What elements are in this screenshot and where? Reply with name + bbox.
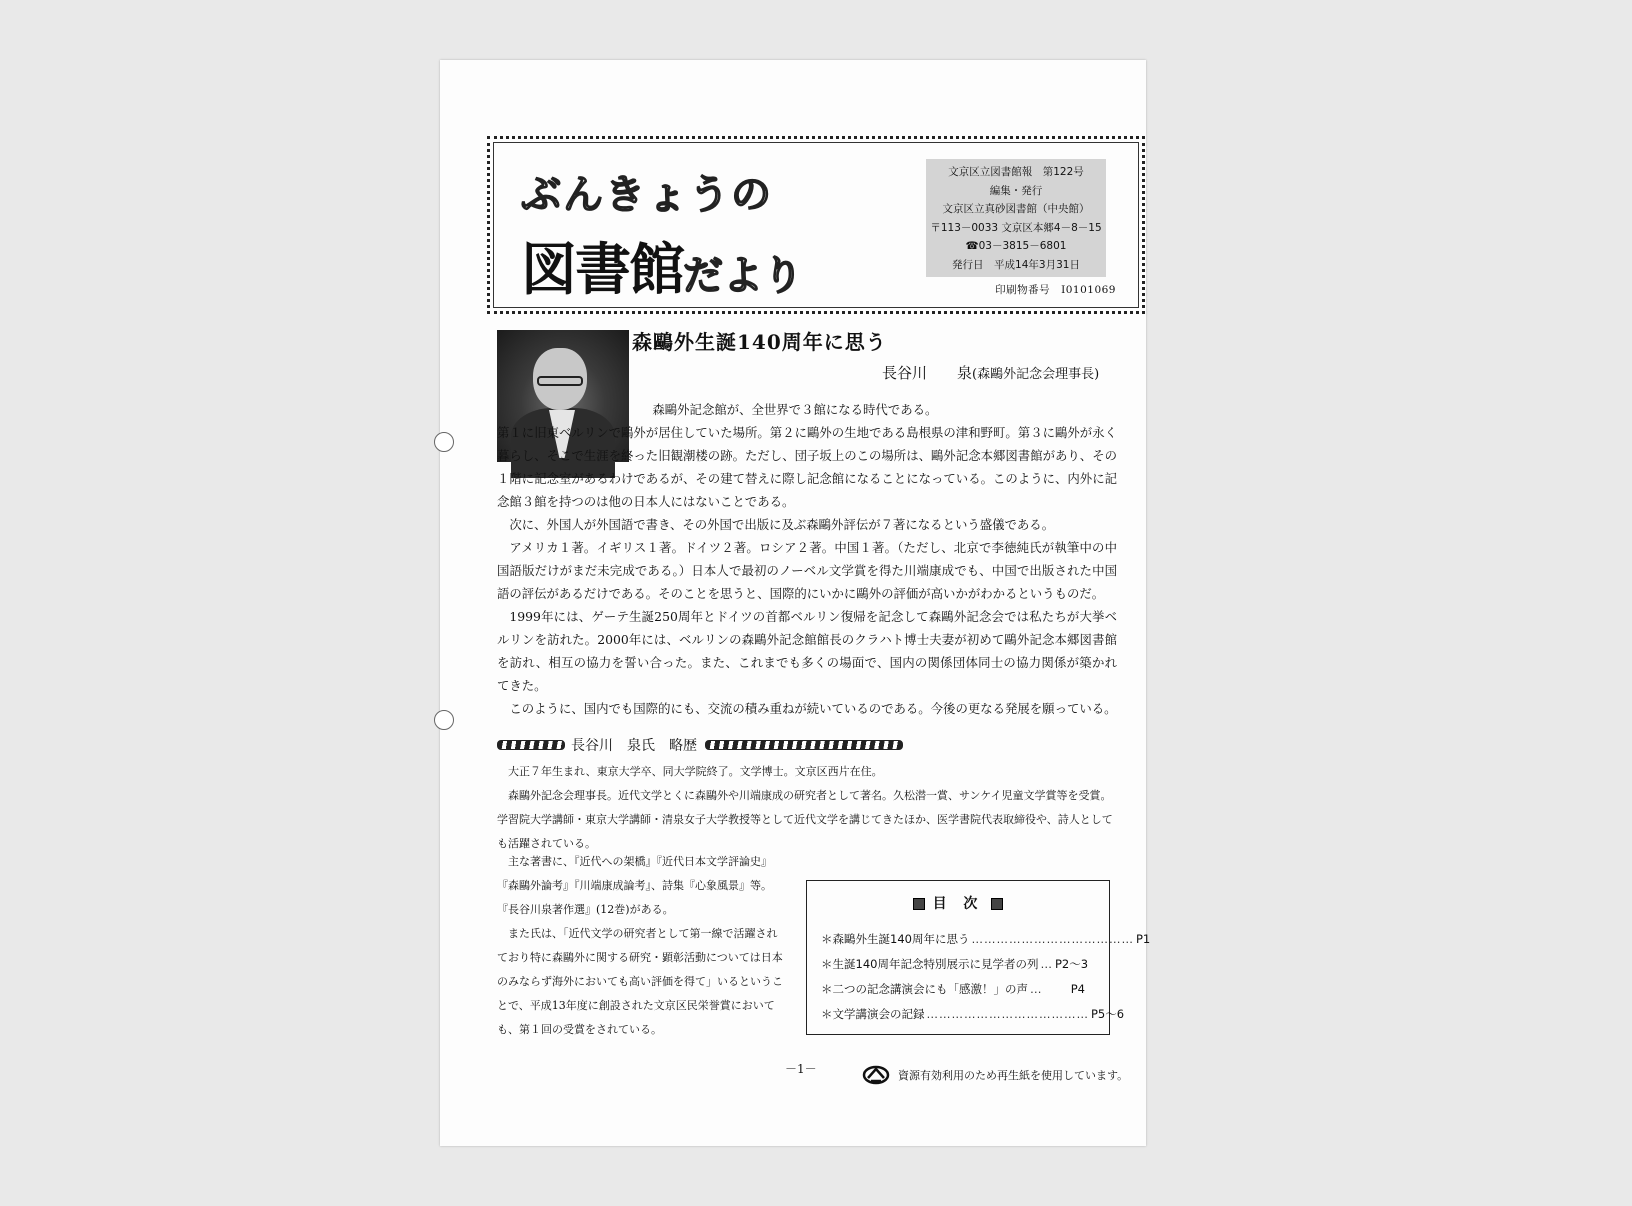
toc-list xyxy=(807,927,1151,1027)
info-phone: ☎03－3815－6801 xyxy=(965,240,1067,252)
toc-title-text: 目 次 xyxy=(932,896,984,912)
info-address: 〒113－0033 文京区本郷4－8－15 xyxy=(930,221,1102,234)
profile-paragraph: 主な著書に、『近代への架橋』『近代日本文学評論史』『森鷗外論考』『川端康成論考』、詩集『心象風景』等。『長谷川泉著作選』(12巻)がある。 xyxy=(497,855,772,916)
recycle-text: 資源有効利用のため再生紙を使用しています。 xyxy=(898,1069,1129,1082)
recycle-mark-icon xyxy=(862,1064,890,1086)
masthead-frame xyxy=(493,142,1139,308)
profile-paragraph: 大正７年生まれ、東京大学卒、同大学院終了。文学博士。文京区西片在住。 xyxy=(508,765,883,778)
binder-hole-top xyxy=(434,432,454,452)
toc-item-page: P1 xyxy=(1135,932,1151,946)
author-name: 長谷川 泉 xyxy=(882,364,973,382)
toc-item[interactable] xyxy=(807,1002,1125,1027)
square-bullet-icon xyxy=(913,898,925,910)
toc-item[interactable] xyxy=(807,977,1109,1002)
article-paragraph: 第１に旧東ベルリンで鷗外が居住していた場所。第２に鷗外の生地である島根県の津和野町。第３に鷗外が永く暮らし、そこで生涯を終った旧観潮楼の跡。ただし、団子坂上のこの場所は、鷗外記念本郷図書館があり、その１階に記念室があるわけであるが、その建て替えに際し記念館になることになっている。このように、内外に記念館３館を持つのは他の日本人にはないことである。 xyxy=(497,425,1117,509)
square-bullet-icon xyxy=(991,898,1003,910)
toc-item-page: P4 xyxy=(1070,982,1085,996)
toc-item-label: ＊二つの記念講演会にも「感激！」の声 xyxy=(821,982,1028,996)
toc-item-leader: … xyxy=(1030,982,1043,996)
publication-info-box xyxy=(926,159,1106,277)
info-library: 文京区立真砂図書館（中央館） xyxy=(942,203,1090,215)
table-of-contents xyxy=(806,880,1151,1035)
info-date: 発行日 平成14年3月31日 xyxy=(952,258,1080,271)
article-paragraph: アメリカ１著。イギリス１著。ドイツ２著。ロシア２著。中国１著。（ただし、北京で李徳純氏が執筆中の中国語版だけがまだ未完成である。）日本人で最初のノーベル文学賞を得た川端康成でも、中国で出版された中国語の評伝があるだけである。そのことを思うと、国際的にいかに鷗外の評価が高いかがわかるというものだ。 xyxy=(497,540,1117,601)
toc-item[interactable] xyxy=(807,952,1109,977)
logo-small-text: だより xyxy=(683,253,803,299)
profile-paragraph: 森鷗外記念会理事長。近代文学とくに森鷗外や川端康成の研究者として著名。久松潜一賞、サンケイ児童文学賞等を受賞。学習院大学講師・東京大学講師・清泉女子大学教授等として近代文学を講じてきたほか、医学書院代表取締役や、詩人としても活躍されている。 xyxy=(497,789,1113,850)
article-author xyxy=(882,362,1099,383)
toc-item-leader: ………………………………… xyxy=(971,932,1134,946)
logo-line2 xyxy=(521,226,803,306)
print-number: 印刷物番号 I0101069 xyxy=(995,284,1116,296)
toc-item-label: ＊森鷗外生誕140周年に思う xyxy=(821,932,970,946)
logo-line1: ぶんきょうの xyxy=(521,172,773,218)
profile-body xyxy=(497,760,1117,856)
article-paragraph: このように、国内でも国際的にも、交流の積み重ねが続いているのである。今後の更なる発展を願っている。 xyxy=(509,701,1117,716)
author-affiliation: (森鷗外記念会理事長) xyxy=(972,367,1100,382)
binder-hole-bottom xyxy=(434,710,454,730)
toc-item-page: P5～6 xyxy=(1091,1007,1125,1021)
profile-paragraph: また氏は、「近代文学の研究者として第一線で活躍されており特に森鷗外に関する研究・顕彰活動については日本のみならず海外においても高い評価を得て」いるということで、平成13年度に創設された文京区民栄誉賞においても、第１回の受賞をされている。 xyxy=(497,927,783,1036)
profile-heading-text: 長谷川 泉氏 略歴 xyxy=(571,738,697,754)
toc-item[interactable] xyxy=(807,927,1151,952)
masthead xyxy=(487,136,1145,314)
toc-item-label: ＊文学講演会の記録 xyxy=(821,1007,925,1021)
article-title: 森鷗外生誕140周年に思う xyxy=(632,330,887,354)
toc-item-leader: … xyxy=(1040,957,1053,971)
wave-ornament-right xyxy=(705,740,903,750)
toc-item-page: P2～3 xyxy=(1054,957,1089,971)
info-issue: 文京区立図書館報 第122号 xyxy=(948,166,1084,178)
article-body xyxy=(497,398,1117,720)
logo-big-text: 図書館 xyxy=(521,238,683,303)
article-paragraph: 1999年には、ゲーテ生誕250周年とドイツの首都ベルリン復帰を記念して森鷗外記念会では私たちが大挙ベルリンを訪れた。2000年には、ベルリンの森鷗外記念館館長のクラハト博士夫妻が初めて鷗外記念本郷図書館を訪れ、相互の協力を誓い合った。また、これまでも多くの場面で、国内の関係団体同士の協力関係が築かれてきた。 xyxy=(497,609,1117,693)
wave-ornament-left xyxy=(497,740,565,750)
newsletter-page xyxy=(440,60,1151,1146)
toc-title xyxy=(807,893,1109,913)
profile-narrow-column xyxy=(497,850,787,1042)
toc-item-leader: ………………………………… xyxy=(926,1007,1089,1021)
article-paragraph: 次に、外国人が外国語で書き、その外国で出版に及ぶ森鷗外評伝が７著になるという盛儀である。 xyxy=(509,517,1055,532)
page-number: －1－ xyxy=(785,1062,817,1076)
toc-item-label: ＊生誕140周年記念特別展示に見学者の列 xyxy=(821,957,1039,971)
profile-heading xyxy=(497,735,903,755)
article-paragraph: 森鷗外記念館が、全世界で３館になる時代である。 xyxy=(652,402,938,417)
info-editor: 編集・発行 xyxy=(989,184,1043,197)
recycle-notice xyxy=(862,1064,1128,1086)
